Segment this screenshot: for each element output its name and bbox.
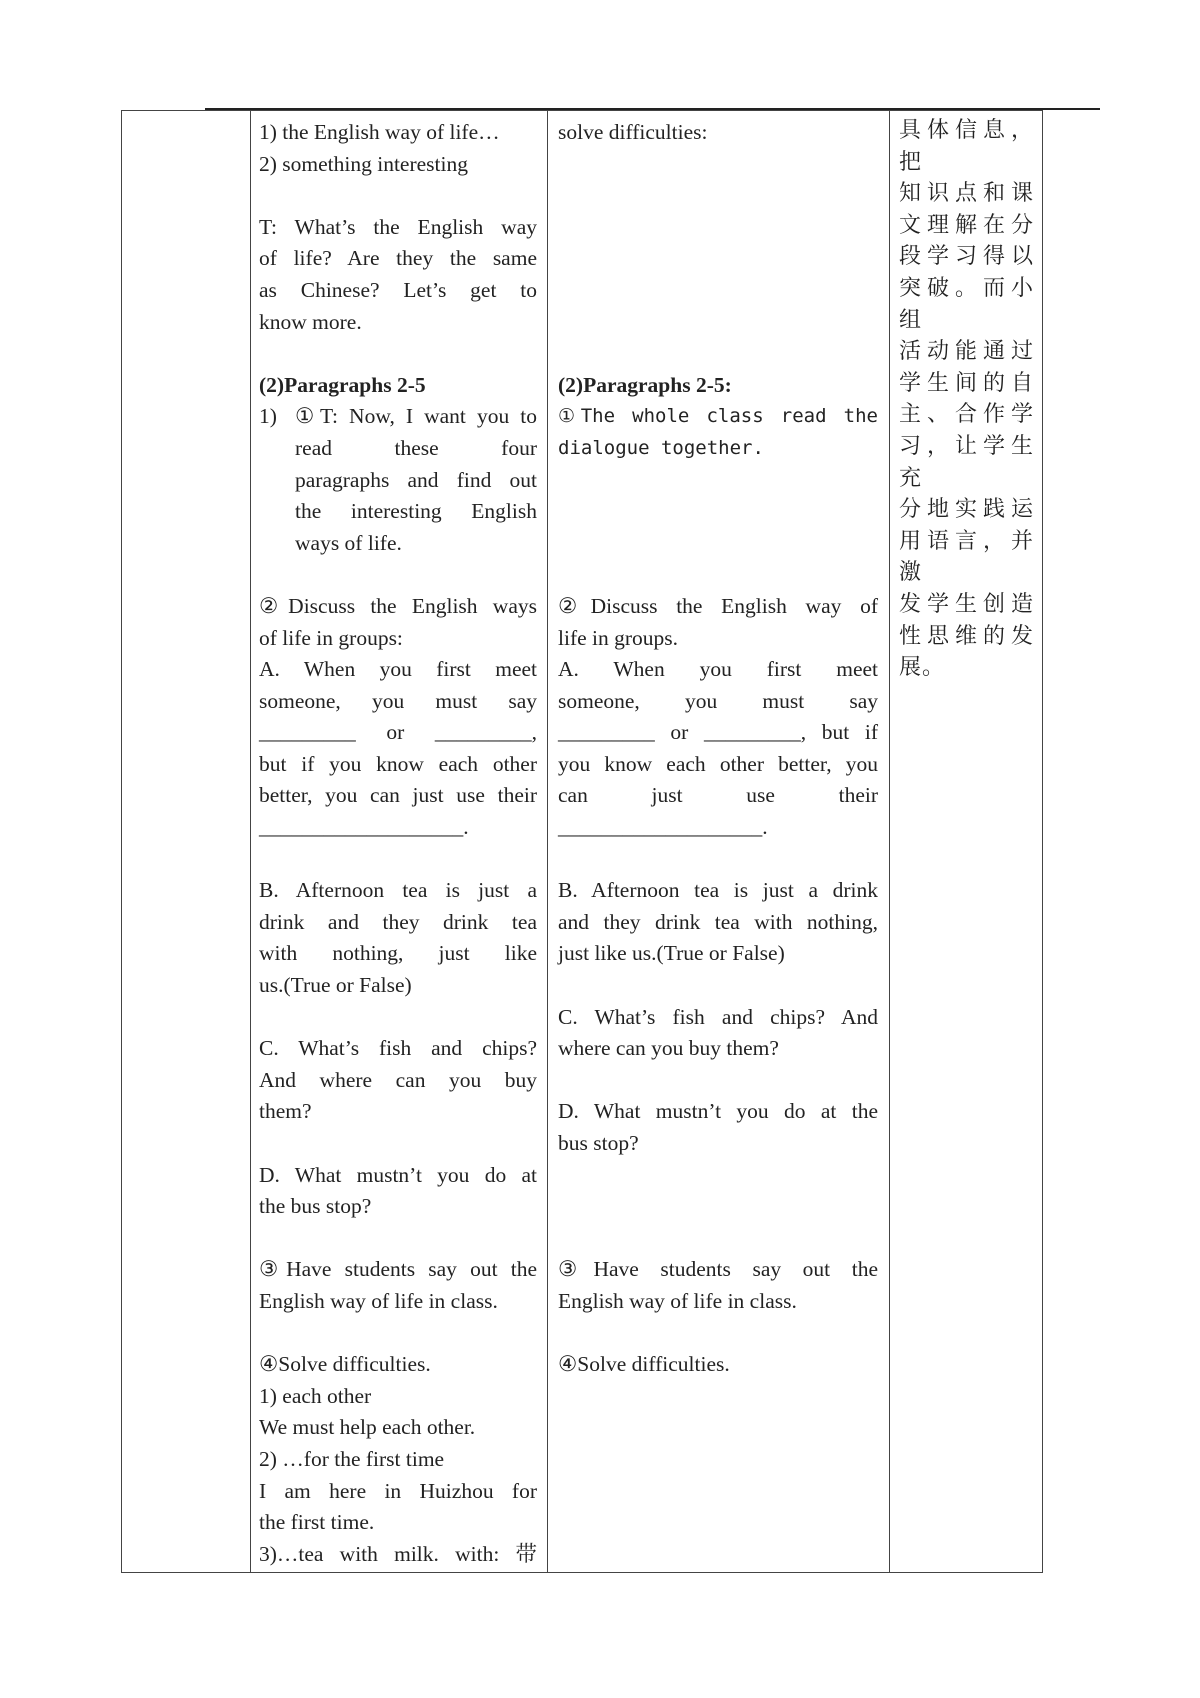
text-line: 段学习得以 [899,244,1034,270]
teacher-activity-column [250,111,547,1570]
text-line: ③Have students say out the [558,1257,878,1282]
text-line: 具体信息，把 [899,118,1034,175]
text-line: of life? Are they the same [259,246,537,271]
text-line: D. What mustn’t you do at [259,1162,537,1187]
text-line: you know each other better, you [558,751,878,776]
student-activity-column [547,111,889,1381]
text-line: 1) each other [259,1383,372,1408]
design-intent-column [889,111,1044,684]
text-line: B. Afternoon tea is just a [259,878,537,903]
text-line: ___________________. [259,815,469,840]
text-line: A. When you first meet [558,657,878,682]
text-line: as Chinese? Let’s get to [259,277,537,302]
text-line: T: What’s the English way [259,214,537,239]
text-line: dialogue together. [558,436,764,459]
text-line: 3)…tea with milk. with: 带 [259,1541,537,1566]
text-line: ②Discuss the English ways [259,593,537,618]
text-line: bus stop? [558,1131,639,1155]
text-line: ways of life. [295,530,402,555]
text-line: We must help each other. [259,1415,476,1440]
text-line: 2) …for the first time [259,1446,445,1471]
text-line: can just use their [558,783,878,808]
section-heading: (2)Paragraphs 2-5: [558,372,732,397]
text-line: I am here in Huizhou for [259,1478,537,1503]
text-line: ①T: Now, I want you to [295,404,537,429]
text-line: C. What’s fish and chips? [259,1036,537,1061]
text-line: solve difficulties: [558,120,708,144]
section-heading: (2)Paragraphs 2-5 [259,372,426,397]
text-line: 突破。而小组 [899,275,1034,333]
text-line: someone, you must say [259,688,537,713]
text-line: 展。 [899,655,946,681]
text-line: And where can you buy [259,1067,537,1092]
text-line: read these four [295,435,537,460]
text-line: ②Discuss the English way of [558,593,878,618]
list-number: 1) [259,404,277,429]
text-line: 文理解在分 [899,212,1034,238]
text-line: _________ or _________, but if [558,720,878,745]
text-line: 知识点和课 [899,181,1034,207]
text-line: _________ or _________, [259,720,537,745]
text-line: B. Afternoon tea is just a drink [558,878,878,903]
text-line: 发学生创造 [899,591,1034,617]
text-line: 学生间的自 [899,370,1034,396]
text-line: paragraphs and find out [295,467,537,492]
text-line: A. When you first meet [259,657,537,682]
text-line: and they drink tea with nothing, [558,909,878,934]
text-line: English way of life in class. [558,1288,797,1313]
text-line: the bus stop? [259,1194,372,1219]
text-line: the interesting English [295,499,537,524]
text-line: English way of life in class. [259,1288,498,1313]
text-line: where can you buy them? [558,1036,779,1061]
lesson-plan-table [121,110,1043,1573]
text-line: 分地实践运 [899,497,1034,523]
text-line: them? [259,1099,312,1124]
text-line: ③Have students say out the [259,1257,537,1282]
text-line: 主、合作学 [899,402,1034,428]
text-line: just like us.(True or False) [558,941,785,966]
text-line: but if you know each other [259,751,537,776]
text-line: the first time. [259,1510,375,1535]
text-line: ④Solve difficulties. [558,1352,730,1377]
text-line: ①The whole class read the [558,405,878,428]
text-line: 2) something interesting [259,151,468,176]
text-line: life in groups. [558,625,679,650]
text-line: 习，让学生充 [899,433,1034,491]
text-line: 活动能通过 [899,339,1034,365]
text-line: know more. [259,309,362,334]
text-line: someone, you must say [558,688,878,713]
text-line: 1) the English way of life… [259,120,500,144]
text-line: us.(True or False) [259,973,412,998]
text-line: C. What’s fish and chips? And [558,1004,878,1029]
text-line: D. What mustn’t you do at the [558,1099,878,1124]
text-line: with nothing, just like [259,941,537,966]
text-line: 用语言，并激 [899,528,1034,586]
text-line: 性思维的发 [899,623,1034,649]
text-line: better, you can just use their [259,783,537,808]
text-line: ___________________. [558,815,768,840]
text-line: ④Solve difficulties. [259,1352,431,1377]
text-line: of life in groups: [259,625,403,650]
text-line: drink and they drink tea [259,909,537,934]
